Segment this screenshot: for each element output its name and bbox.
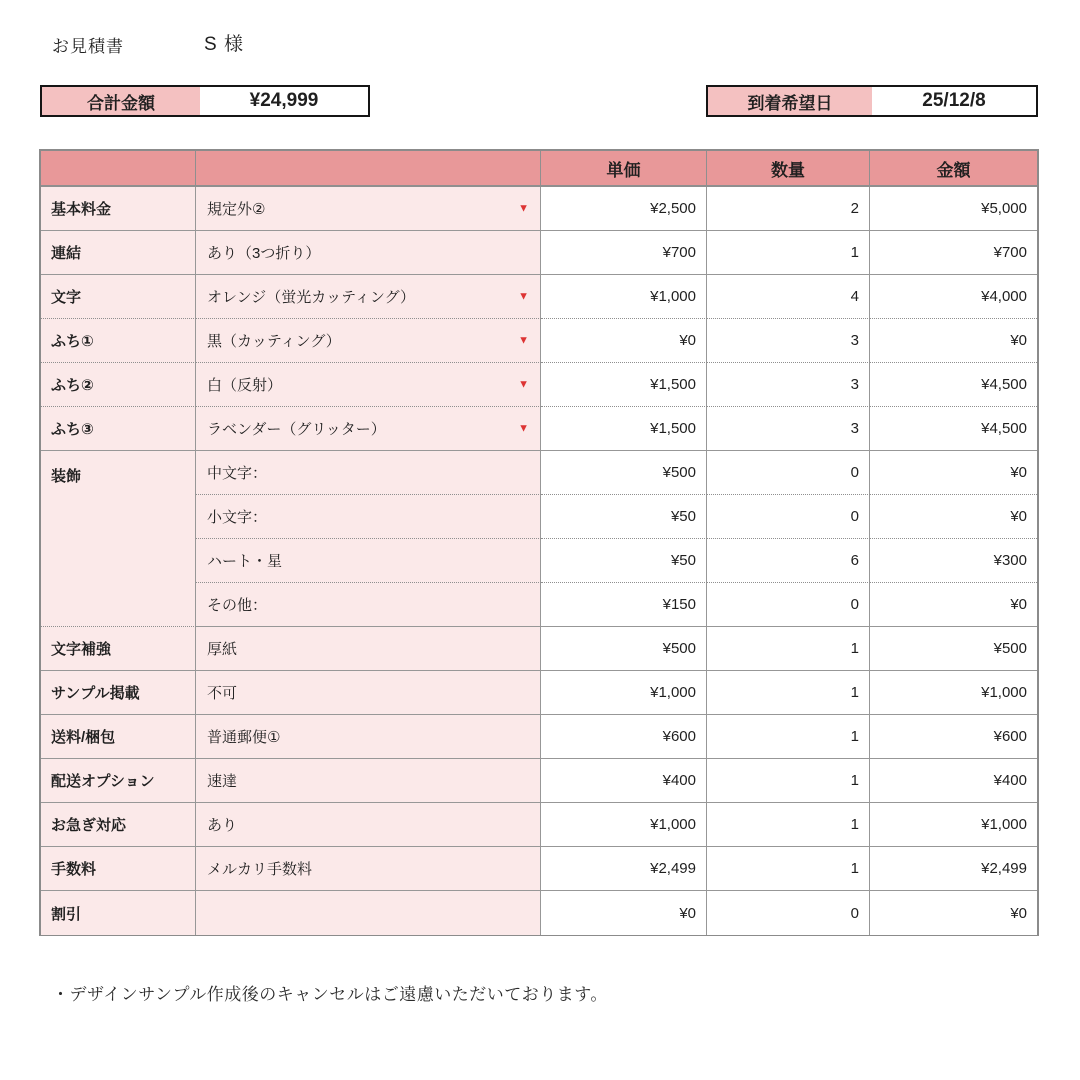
unit-price-cell: ¥50 [541,495,707,539]
option-cell [196,715,541,759]
row-label: 送料/梱包 [41,715,196,759]
option-cell [196,275,541,319]
unit-price-cell: ¥2,499 [541,847,707,891]
dropdown-arrow-icon[interactable]: ▼ [518,334,529,346]
option-cell [196,627,541,671]
option-text: 速達 [207,773,238,790]
amount-cell: ¥1,000 [870,671,1037,715]
dropdown-arrow-icon[interactable]: ▼ [518,290,529,302]
option-text: 厚紙 [207,641,238,658]
table-row [41,803,1037,847]
unit-price-cell: ¥1,000 [541,275,707,319]
table-header-row [41,151,1037,187]
option-text: 規定外② [207,201,266,218]
option-text: 小文字： [207,509,268,526]
quantity-cell: 0 [707,451,870,495]
amount-cell: ¥0 [870,495,1037,539]
table-row [41,627,1037,671]
unit-price-cell: ¥1,000 [541,671,707,715]
customer-name: S 様 [204,34,244,55]
amount-cell: ¥4,500 [870,363,1037,407]
table-row [41,671,1037,715]
cancel-policy-note: ・デザインサンプル作成後のキャンセルはご遠慮いただいております。 [52,985,608,1004]
option-text: あり [207,817,238,834]
table-row [41,715,1037,759]
option-text: ラベンダー（グリッター） [207,421,386,438]
amount-cell: ¥0 [870,319,1037,363]
table-row [41,363,1037,407]
dropdown-arrow-icon[interactable]: ▼ [518,422,529,434]
quantity-cell: 1 [707,231,870,275]
option-text: オレンジ（蛍光カッティング） [207,289,416,306]
amount-cell: ¥300 [870,539,1037,583]
option-text: あり（3つ折り） [207,245,321,262]
unit-price-cell: ¥700 [541,231,707,275]
table-row [41,275,1037,319]
unit-price-cell: ¥50 [541,539,707,583]
option-cell [196,407,541,451]
unit-price-cell: ¥2,500 [541,187,707,231]
quantity-cell: 1 [707,627,870,671]
amount-cell: ¥1,000 [870,803,1037,847]
estimate-table [39,149,1039,936]
table-row [41,319,1037,363]
option-cell [196,803,541,847]
arrival-date-box [706,85,1038,117]
amount-cell: ¥0 [870,451,1037,495]
quantity-cell: 3 [707,319,870,363]
header-quantity: 数量 [707,151,870,187]
unit-price-cell: ¥1,500 [541,407,707,451]
total-amount-box [40,85,370,117]
unit-price-cell: ¥500 [541,627,707,671]
unit-price-cell: ¥1,500 [541,363,707,407]
total-amount-label: 合計金額 [42,87,200,115]
header-amount: 金額 [870,151,1037,187]
row-label: 文字 [41,275,196,319]
quantity-cell: 4 [707,275,870,319]
table-row [41,187,1037,231]
amount-cell: ¥0 [870,891,1037,935]
header-unit-price: 単価 [541,151,707,187]
unit-price-cell: ¥1,000 [541,803,707,847]
row-label: お急ぎ対応 [41,803,196,847]
table-row [41,407,1037,451]
amount-cell: ¥4,000 [870,275,1037,319]
row-label: 連結 [41,231,196,275]
quantity-cell: 0 [707,495,870,539]
header-option-blank [196,151,541,187]
row-label: ふち③ [41,407,196,451]
amount-cell: ¥0 [870,583,1037,627]
row-label: ふち② [41,363,196,407]
option-cell [196,759,541,803]
quantity-cell: 2 [707,187,870,231]
option-cell [196,231,541,275]
quantity-cell: 1 [707,671,870,715]
table-row [41,759,1037,803]
row-label: サンプル掲載 [41,671,196,715]
arrival-date-value: 25/12/8 [872,87,1036,115]
doc-title: お見積書 [52,37,124,56]
option-cell [196,891,541,935]
option-cell [196,495,541,539]
row-label: 基本料金 [41,187,196,231]
quantity-cell: 6 [707,539,870,583]
quantity-cell: 1 [707,847,870,891]
option-cell [196,451,541,495]
row-label: 手数料 [41,847,196,891]
quantity-cell: 3 [707,407,870,451]
quantity-cell: 0 [707,583,870,627]
option-cell [196,847,541,891]
dropdown-arrow-icon[interactable]: ▼ [518,202,529,214]
arrival-date-label: 到着希望日 [708,87,872,115]
option-text: 白（反射） [207,377,283,394]
row-label: 割引 [41,891,196,935]
quantity-cell: 3 [707,363,870,407]
option-text: メルカリ手数料 [207,861,313,878]
amount-cell: ¥5,000 [870,187,1037,231]
amount-cell: ¥600 [870,715,1037,759]
table-row [41,891,1037,935]
option-text: 黒（カッティング） [207,333,341,350]
amount-cell: ¥700 [870,231,1037,275]
unit-price-cell: ¥400 [541,759,707,803]
amount-cell: ¥500 [870,627,1037,671]
total-amount-value: ¥24,999 [200,87,368,115]
unit-price-cell: ¥0 [541,319,707,363]
quantity-cell: 1 [707,759,870,803]
option-cell [196,539,541,583]
option-cell [196,319,541,363]
header-item-blank [41,151,196,187]
unit-price-cell: ¥500 [541,451,707,495]
option-text: 中文字： [207,465,268,482]
option-text: ハート・星 [207,553,283,570]
table-row [41,231,1037,275]
row-label: ふち① [41,319,196,363]
unit-price-cell: ¥150 [541,583,707,627]
amount-cell: ¥2,499 [870,847,1037,891]
table-row [41,451,1037,495]
quantity-cell: 1 [707,803,870,847]
table-row [41,847,1037,891]
row-label-decoration-group: 装飾 [41,451,196,627]
option-cell [196,583,541,627]
row-label: 文字補強 [41,627,196,671]
unit-price-cell: ¥600 [541,715,707,759]
option-text: その他： [207,597,268,614]
amount-cell: ¥400 [870,759,1037,803]
amount-cell: ¥4,500 [870,407,1037,451]
option-cell [196,671,541,715]
option-text: 普通郵便① [207,729,281,746]
quantity-cell: 0 [707,891,870,935]
option-cell [196,363,541,407]
option-text: 不可 [207,685,238,702]
quantity-cell: 1 [707,715,870,759]
unit-price-cell: ¥0 [541,891,707,935]
dropdown-arrow-icon[interactable]: ▼ [518,378,529,390]
row-label: 配送オプション [41,759,196,803]
option-cell [196,187,541,231]
